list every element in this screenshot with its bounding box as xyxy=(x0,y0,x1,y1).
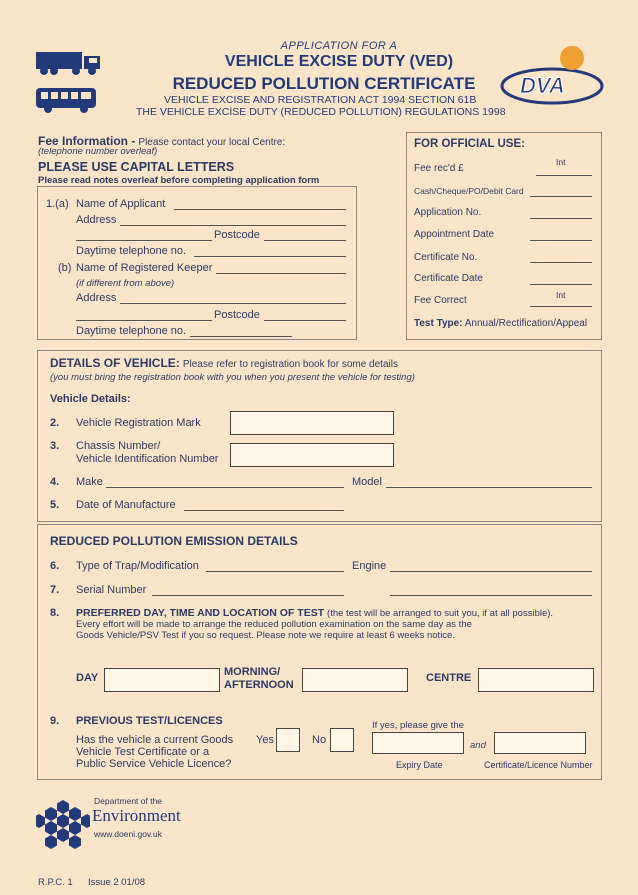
chassis-label: Chassis Number/ xyxy=(76,440,161,452)
applicant-num-b: (b) xyxy=(58,262,72,274)
emission-title: REDUCED POLLUTION EMISSION DETAILS xyxy=(50,534,298,548)
item-9: 9. xyxy=(50,715,60,727)
item-5: 5. xyxy=(50,499,60,511)
model-field[interactable] xyxy=(386,477,592,488)
application-for: APPLICATION FOR A xyxy=(280,40,398,52)
appointment-date-field[interactable] xyxy=(530,230,592,241)
expiry-date-label: Expiry Date xyxy=(396,760,443,770)
bring-registration-note: (you must bring the registration book with you when you present the vehicle for testing) xyxy=(50,372,415,383)
address-label: Address xyxy=(76,214,117,226)
make-field[interactable] xyxy=(106,477,344,488)
official-use-title: FOR OFFICIAL USE: xyxy=(414,138,525,150)
issue-label: Issue 2 01/08 xyxy=(88,877,146,888)
and-label: and xyxy=(470,740,486,751)
serial-field[interactable] xyxy=(152,585,344,596)
afternoon-label: AFTERNOON xyxy=(224,679,294,691)
daytime-tel-field[interactable] xyxy=(194,246,346,257)
environment-label: Environment xyxy=(92,806,181,825)
certificate-date-label: Certificate Date xyxy=(414,273,483,284)
payment-method-label: Cash/Cheque/PO/Debit Card xyxy=(414,186,524,196)
vin-label: Vehicle Identification Number xyxy=(76,453,219,465)
name-of-applicant-field[interactable] xyxy=(174,199,346,210)
address-field[interactable] xyxy=(120,215,346,226)
engine-field[interactable] xyxy=(390,561,592,572)
morning-label: MORNING/ xyxy=(224,666,281,678)
fee-note: (telephone number overleaf) xyxy=(38,146,158,157)
payment-method-field[interactable] xyxy=(530,186,592,197)
item-3: 3. xyxy=(50,440,60,452)
int-label: Int xyxy=(556,157,566,167)
title-ved: VEHICLE EXCISE DUTY (VED) xyxy=(224,53,454,70)
url-label: www.doeni.gov.uk xyxy=(94,829,162,839)
test-type: Test Type: Annual/Rectification/Appeal xyxy=(414,318,588,329)
no-checkbox[interactable] xyxy=(330,728,354,752)
if-different: (if different from above) xyxy=(76,278,175,289)
yes-checkbox[interactable] xyxy=(276,728,300,752)
keeper-postcode-label: Postcode xyxy=(214,309,260,321)
fee-recd-label: Fee rec'd £ xyxy=(414,163,464,174)
application-no-label: Application No. xyxy=(414,207,482,218)
certificate-no-field[interactable] xyxy=(530,252,592,263)
date-manufacture-label: Date of Manufacture xyxy=(76,499,176,511)
no-label: No xyxy=(312,734,327,746)
act-line-2: THE VEHICLE EXCISE DUTY (REDUCED POLLUTION) REGULATIONS 1998 xyxy=(136,106,506,118)
day-input[interactable] xyxy=(104,668,220,692)
trap-field[interactable] xyxy=(206,561,344,572)
reg-mark-input[interactable] xyxy=(230,411,394,435)
serial-field-2[interactable] xyxy=(390,585,592,596)
vehicle-title: DETAILS OF VEHICLE: Please refer to registration book for some details xyxy=(50,356,398,370)
engine-label: Engine xyxy=(352,560,387,572)
question-line-2: Vehicle Test Certificate or a xyxy=(76,746,210,758)
capital-letters: PLEASE USE CAPITAL LETTERS xyxy=(38,160,235,174)
centre-label: CENTRE xyxy=(426,672,472,684)
name-of-keeper-label: Name of Registered Keeper xyxy=(76,262,213,274)
item-2: 2. xyxy=(50,417,60,429)
title-rpc: REDUCED POLLUTION CERTIFICATE xyxy=(172,74,476,93)
daytime-tel-label: Daytime telephone no. xyxy=(76,245,187,257)
vin-input[interactable] xyxy=(230,443,394,467)
yes-label: Yes xyxy=(256,734,274,746)
dva-logo xyxy=(500,44,610,106)
if-yes-label: If yes, please give the xyxy=(372,720,464,731)
cert-number-input[interactable] xyxy=(494,732,586,754)
svg-text:DVA: DVA xyxy=(520,73,565,98)
fee-recd-field[interactable] xyxy=(536,165,592,176)
model-label: Model xyxy=(352,476,382,488)
item-4: 4. xyxy=(50,476,60,488)
previous-heading: PREVIOUS TEST/LICENCES xyxy=(76,715,223,727)
keeper-address-field-2[interactable] xyxy=(76,310,212,321)
fee-correct-field[interactable] xyxy=(530,296,592,307)
fee-information: Fee Information - Please contact your local Centre: xyxy=(38,134,286,148)
preferred-note-2: Goods Vehicle/PSV Test if you so request. Please note we require at least 6 weeks notice. xyxy=(76,630,455,641)
application-no-field[interactable] xyxy=(530,208,592,219)
keeper-postcode-field[interactable] xyxy=(264,310,346,321)
applicant-num-a: 1.(a) xyxy=(46,198,69,210)
keeper-address-field[interactable] xyxy=(120,293,346,304)
reg-mark-label: Vehicle Registration Mark xyxy=(76,417,201,429)
make-label: Make xyxy=(76,476,103,488)
trap-label: Type of Trap/Modification xyxy=(76,560,199,572)
time-input[interactable] xyxy=(302,668,408,692)
postcode-label: Postcode xyxy=(214,229,260,241)
environment-logo-icon xyxy=(36,798,90,850)
dept-label: Department of the xyxy=(94,796,163,806)
keeper-tel-field[interactable] xyxy=(190,326,292,337)
name-of-applicant-label: Name of Applicant xyxy=(76,198,166,210)
keeper-tel-label: Daytime telephone no. xyxy=(76,325,187,337)
act-line-1: VEHICLE EXCISE AND REGISTRATION ACT 1994 SECTION 61B xyxy=(164,94,477,106)
item-6: 6. xyxy=(50,560,60,572)
keeper-address-label: Address xyxy=(76,292,117,304)
item-7: 7. xyxy=(50,584,60,596)
item-8: 8. xyxy=(50,607,60,619)
question-line-1: Has the vehicle a current Goods xyxy=(76,734,234,746)
certificate-no-label: Certificate No. xyxy=(414,252,478,263)
postcode-field[interactable] xyxy=(264,230,346,241)
preferred-heading: PREFERRED DAY, TIME AND LOCATION OF TEST (the test will be arranged to suit you, if at all possible). xyxy=(76,607,554,619)
name-of-keeper-field[interactable] xyxy=(216,263,346,274)
vehicle-details-heading: Vehicle Details: xyxy=(50,393,131,405)
int-label-2: Int xyxy=(556,290,566,300)
certificate-date-field[interactable] xyxy=(530,274,592,285)
read-notes: Please read notes overleaf before completing application form xyxy=(38,175,320,186)
serial-label: Serial Number xyxy=(76,584,147,596)
preferred-note-1: Every effort will be made to arrange the reduced pollution examination on the same day as the xyxy=(76,619,472,630)
day-label: DAY xyxy=(76,672,99,684)
date-manufacture-field[interactable] xyxy=(184,500,344,511)
expiry-date-input[interactable] xyxy=(372,732,464,754)
form-ref: R.P.C. 1 xyxy=(38,877,73,888)
question-line-3: Public Service Vehicle Licence? xyxy=(76,758,232,770)
cert-number-label: Certificate/Licence Number xyxy=(484,760,593,770)
fee-correct-label: Fee Correct xyxy=(414,295,467,306)
centre-input[interactable] xyxy=(478,668,594,692)
address-field-2[interactable] xyxy=(76,230,212,241)
appointment-date-label: Appointment Date xyxy=(414,229,495,240)
